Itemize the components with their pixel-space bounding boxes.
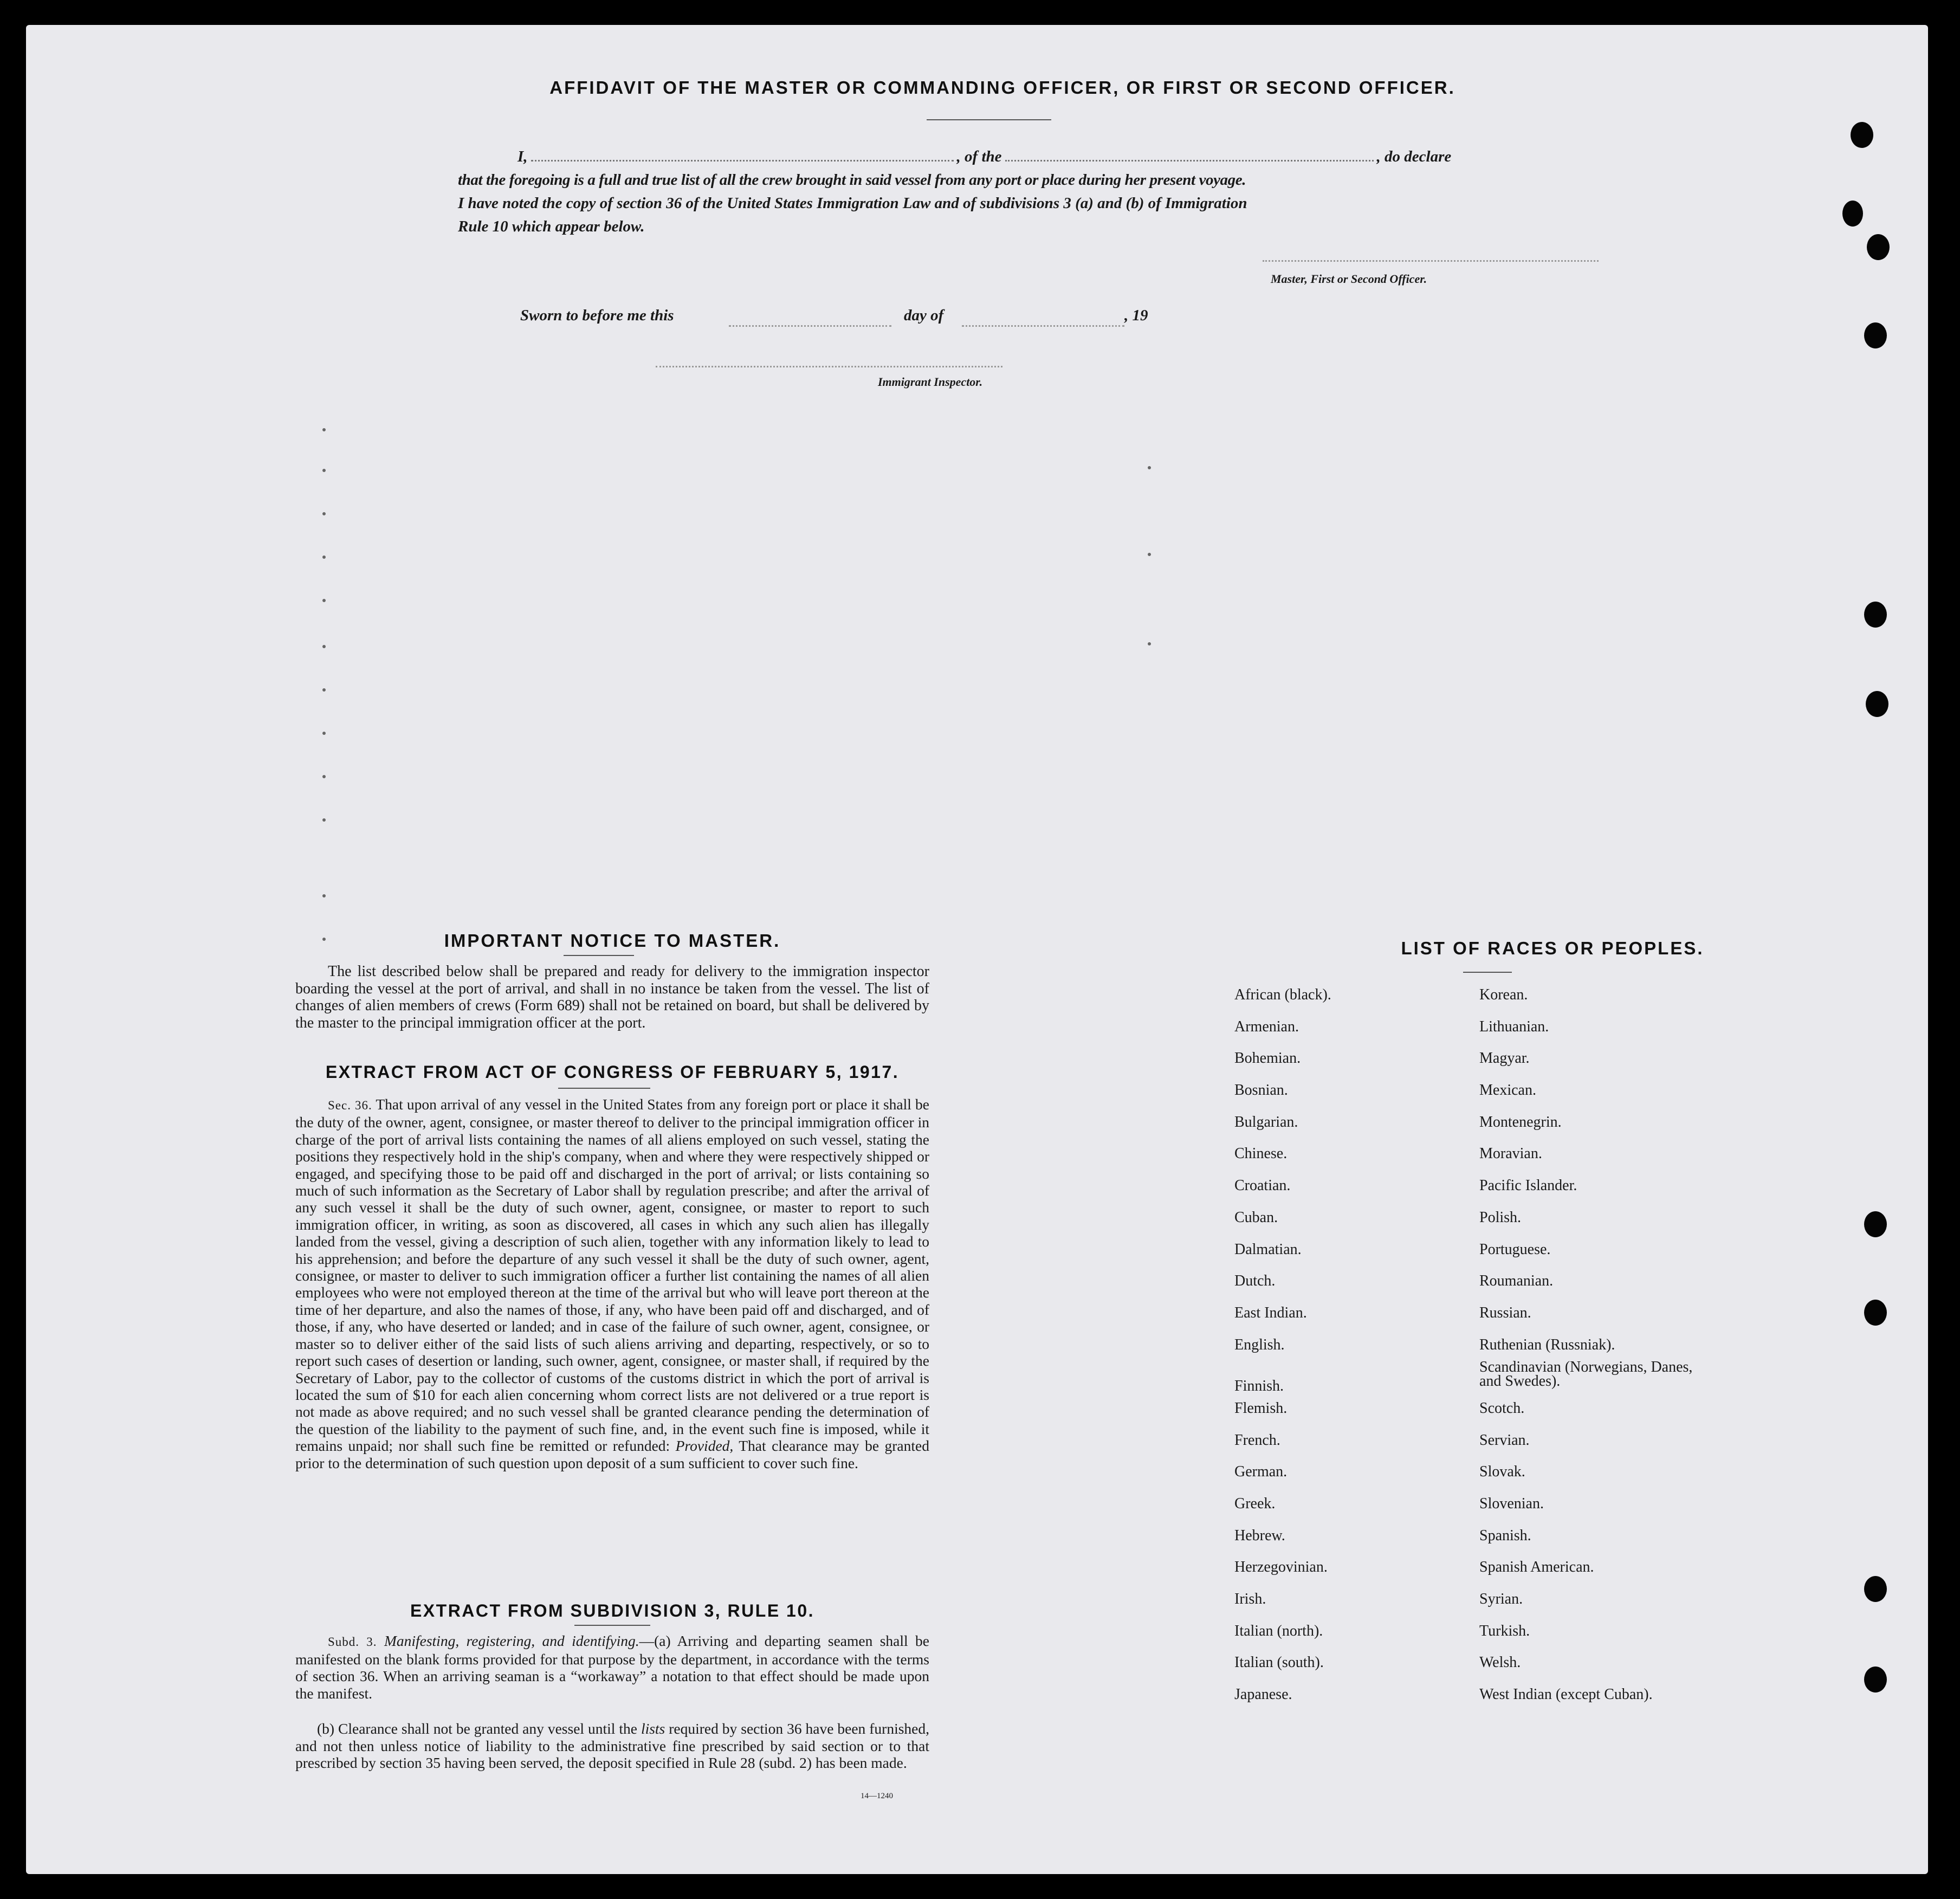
affidavit-line3: I have noted the copy of section 36 of the United States Immigration Law and of subdivisions 3 (a) and (b) of Immigration: [458, 195, 1247, 212]
race-row: [1234, 1304, 1722, 1336]
race-item: Turkish.: [1479, 1622, 1530, 1639]
race-item: Bohemian.: [1234, 1050, 1301, 1067]
races-heading-rule: [1463, 972, 1512, 973]
punch-hole: [1851, 122, 1873, 148]
of-the-label: , of the: [956, 148, 1002, 165]
race-row: [1234, 1050, 1722, 1082]
act-section-label: Sec. 36.: [328, 1099, 372, 1112]
race-item: Korean.: [1479, 986, 1528, 1003]
race-row: [1234, 1018, 1722, 1050]
race-item: Scandinavian (Norwegians, Danes, and Swedes).: [1479, 1359, 1693, 1390]
race-item: Japanese.: [1234, 1686, 1292, 1703]
margin-dot: [322, 894, 326, 897]
race-item: Pacific Islander.: [1479, 1177, 1577, 1194]
race-row: [1234, 1082, 1722, 1114]
race-row: [1234, 1114, 1722, 1146]
i-label: I,: [518, 148, 528, 165]
race-item: Italian (south).: [1234, 1654, 1324, 1671]
margin-dot: [322, 599, 326, 602]
punch-hole: [1864, 322, 1887, 348]
margin-dot: [322, 556, 326, 559]
race-item: Italian (north).: [1234, 1622, 1323, 1639]
race-row: [1234, 1559, 1722, 1591]
race-item: Greek.: [1234, 1495, 1276, 1512]
rule-heading: EXTRACT FROM SUBDIVISION 3, RULE 10.: [410, 1601, 815, 1620]
affidavit-heading-rule: [927, 119, 1051, 120]
race-item: Slovenian.: [1479, 1495, 1544, 1512]
act-heading-rule: [558, 1088, 650, 1089]
race-item: Herzegovinian.: [1234, 1559, 1328, 1576]
act-provided: Provided,: [675, 1437, 734, 1455]
race-row: [1234, 1209, 1722, 1241]
margin-dot: [322, 688, 326, 692]
notice-heading-rule: [564, 955, 634, 956]
race-item: Finnish.: [1234, 1378, 1284, 1395]
race-item: Servian.: [1479, 1431, 1530, 1449]
rule-para-a-text: —(a) Arriving and departing seamen shall be manifested on the blank forms provided for that purpose by the department, in accordance with the terms of section 36. When an arriving seaman is a “workaway” a notation to that effect should be made upon the manifest.: [295, 1632, 929, 1702]
race-item: French.: [1234, 1431, 1280, 1449]
margin-dot: [1148, 466, 1151, 469]
race-item: Hebrew.: [1234, 1527, 1285, 1544]
race-item: Welsh.: [1479, 1654, 1521, 1671]
affidavit-line2: that the foregoing is a full and true list of all the crew brought in said vessel from any port or place during her present voyage.: [458, 171, 1246, 189]
sworn-day-field[interactable]: [729, 325, 891, 327]
race-item: Chinese.: [1234, 1145, 1288, 1162]
affidavit-heading: AFFIDAVIT OF THE MASTER OR COMMANDING OFFICER, OR FIRST OR SECOND OFFICER.: [549, 77, 1456, 98]
race-row: [1234, 1241, 1722, 1273]
race-row: [1234, 1359, 1722, 1400]
race-item: Lithuanian.: [1479, 1018, 1549, 1035]
do-declare-label: , do declare: [1376, 148, 1452, 165]
affidavit-line4: Rule 10 which appear below.: [458, 218, 645, 235]
race-item: Spanish American.: [1479, 1559, 1594, 1576]
affidavit-line1: [458, 145, 1520, 169]
margin-dot: [322, 428, 326, 431]
margin-dot: [322, 469, 326, 472]
margin-dot: [322, 732, 326, 735]
rule-para-b-end: required by section 36 have been furnished, and not then unless notice of liability to the administrative fine prescribed by said section or to that prescribed by section 35 having been served, the deposit specified in Rule 28 (subd. 2) has been made.: [295, 1720, 930, 1771]
race-row: [1234, 1686, 1722, 1718]
notice-body: The list described below shall be prepared and ready for delivery to the immigration inspector boarding the vessel at the port of arrival, and shall in no instance be taken from the vessel. The list of changes of alien members of crews (Form 689) shall not be retained on board, but shall be delivered by the master to the principal immigration officer at the port.: [295, 963, 929, 1031]
master-signature-label: Master, First or Second Officer.: [1271, 272, 1427, 286]
race-item: Flemish.: [1234, 1399, 1288, 1417]
race-item: Ruthenian (Russniak).: [1479, 1336, 1615, 1353]
race-item: Montenegrin.: [1479, 1113, 1562, 1131]
race-row: [1234, 1177, 1722, 1209]
race-row: [1234, 1145, 1722, 1177]
margin-dot: [322, 818, 326, 822]
punch-hole: [1864, 1576, 1887, 1602]
punch-hole: [1864, 1667, 1887, 1693]
inspector-label: Immigrant Inspector.: [878, 375, 983, 389]
form-number: 14—1240: [861, 1792, 893, 1800]
race-item: East Indian.: [1234, 1304, 1307, 1321]
race-item: Irish.: [1234, 1591, 1266, 1608]
race-item: Polish.: [1479, 1209, 1522, 1226]
sworn-label: Sworn to before me this: [520, 307, 674, 324]
race-item: African (black).: [1234, 986, 1331, 1003]
race-row: [1234, 1273, 1722, 1304]
race-item: Dalmatian.: [1234, 1241, 1302, 1258]
punch-hole: [1842, 201, 1863, 227]
race-item: Roumanian.: [1479, 1273, 1554, 1290]
act-heading: EXTRACT FROM ACT OF CONGRESS OF FEBRUARY 5, 1917.: [325, 1062, 900, 1082]
margin-dot: [1148, 553, 1151, 556]
race-item: Cuban.: [1234, 1209, 1278, 1226]
subd-label: Subd. 3.: [328, 1635, 377, 1649]
rule-para-b-italic: lists: [641, 1720, 665, 1737]
race-item: Dutch.: [1234, 1273, 1276, 1290]
race-row: [1234, 1495, 1722, 1527]
race-item: Armenian.: [1234, 1018, 1299, 1035]
margin-dot: [322, 645, 326, 648]
race-item: Bulgarian.: [1234, 1113, 1298, 1131]
race-item: Bosnian.: [1234, 1082, 1288, 1099]
rule-para-b: [295, 1720, 929, 1772]
name-field[interactable]: [531, 159, 954, 162]
race-item: Slovak.: [1479, 1463, 1525, 1481]
notice-heading: IMPORTANT NOTICE TO MASTER.: [444, 931, 781, 951]
inspector-signature-line[interactable]: [656, 366, 1002, 367]
race-item: English.: [1234, 1336, 1285, 1353]
race-row: [1234, 1432, 1722, 1464]
race-item: Croatian.: [1234, 1177, 1291, 1194]
race-item: Scotch.: [1479, 1399, 1525, 1417]
race-item: Magyar.: [1479, 1050, 1530, 1067]
race-item: Portuguese.: [1479, 1241, 1551, 1258]
margin-dot: [322, 512, 326, 515]
race-row: [1234, 1623, 1722, 1655]
margin-dot: [322, 775, 326, 778]
race-item: Syrian.: [1479, 1591, 1523, 1608]
race-row: [1234, 1591, 1722, 1623]
punch-hole: [1866, 691, 1888, 717]
race-row: [1234, 1463, 1722, 1495]
race-row: [1234, 1654, 1722, 1686]
margin-dot: [1148, 642, 1151, 645]
race-item: Spanish.: [1479, 1527, 1531, 1544]
rule-para-a: [295, 1632, 929, 1702]
vessel-field[interactable]: [1005, 159, 1374, 162]
subd-italic: Manifesting, registering, and identifying.: [384, 1632, 639, 1649]
race-row: [1234, 1400, 1722, 1432]
master-signature-line[interactable]: [1263, 260, 1599, 262]
act-body-text: That upon arrival of any vessel in the United States from any foreign port or place it shall be the duty of the owner, agent, consignee, or master thereof to deliver to the principal immigration officer in charge of the port of arrival lists containing the names of all aliens employed on such vessel, stating the positions they respectively hold in the ship's company, when and where they were respectively shipped or engaged, and specifying those to be paid off and discharged in the port of arrival; or lists containing so much of such information as the Secretary of Labor shall by regulation prescribe; and after the arrival of any such vessel it shall be the duty of such owner, agent, consignee, or master to report to such immigration officer, in writing, as soon as discovered, all cases in which any such alien has illegally landed from the vessel, giving a description of such alien, together with any information likely to lead to his apprehension; and before the departure of any such vessel it shall be the duty of such owner, agent, consignee, or master to deliver to such immigration officer a further list containing the names of all alien employees who were not employed thereon at the time of the arrival but who will leave port thereon at the time of her departure, and also the names of those, if any, who have been paid off and discharged, and of those, if any, who have deserted or landed; and in case of the failure of such owner, agent, consignee, or master so to deliver either of the said lists of such aliens arriving and departing, respectively, or so to report such cases of desertion or landing, such owner, agent, consignee, or master shall, if required by the Secretary of Labor, pay to the collector of customs of the customs district in which the port of arrival is located the sum of $10 for each alien concerning whom correct lists are not delivered or a true report is not made as above required; and no such vessel shall be granted clearance pending the determination of the question of the liability to the payment of such fine, and, in the event such fine is imposed, while it remains unpaid; nor shall such fine be remitted or refunded:: [295, 1096, 929, 1455]
sworn-month-field[interactable]: [962, 325, 1124, 327]
race-item: Mexican.: [1479, 1082, 1536, 1099]
race-row: [1234, 986, 1722, 1018]
race-item: Moravian.: [1479, 1145, 1542, 1162]
rule-heading-rule: [574, 1625, 650, 1626]
race-item: West Indian (except Cuban).: [1479, 1686, 1653, 1703]
race-item: Russian.: [1479, 1304, 1531, 1321]
punch-hole: [1867, 234, 1890, 260]
punch-hole: [1864, 1300, 1887, 1326]
day-of-label: day of: [904, 307, 944, 324]
race-row: [1234, 1527, 1722, 1559]
rule-para-b-start: (b) Clearance shall not be granted any vessel until the: [317, 1720, 637, 1737]
year-label: , 19: [1124, 307, 1148, 324]
act-body-end: That clearance may be granted prior to the determination of such question upon deposit of a sum sufficient to cover such fine.: [295, 1437, 929, 1471]
punch-hole: [1864, 602, 1887, 628]
races-heading: LIST OF RACES OR PEOPLES.: [1401, 938, 1704, 958]
punch-hole: [1864, 1211, 1887, 1237]
race-item: German.: [1234, 1463, 1288, 1481]
affidavit-text: [458, 145, 1520, 238]
races-list: [1234, 986, 1722, 1718]
act-body: [295, 1096, 929, 1471]
